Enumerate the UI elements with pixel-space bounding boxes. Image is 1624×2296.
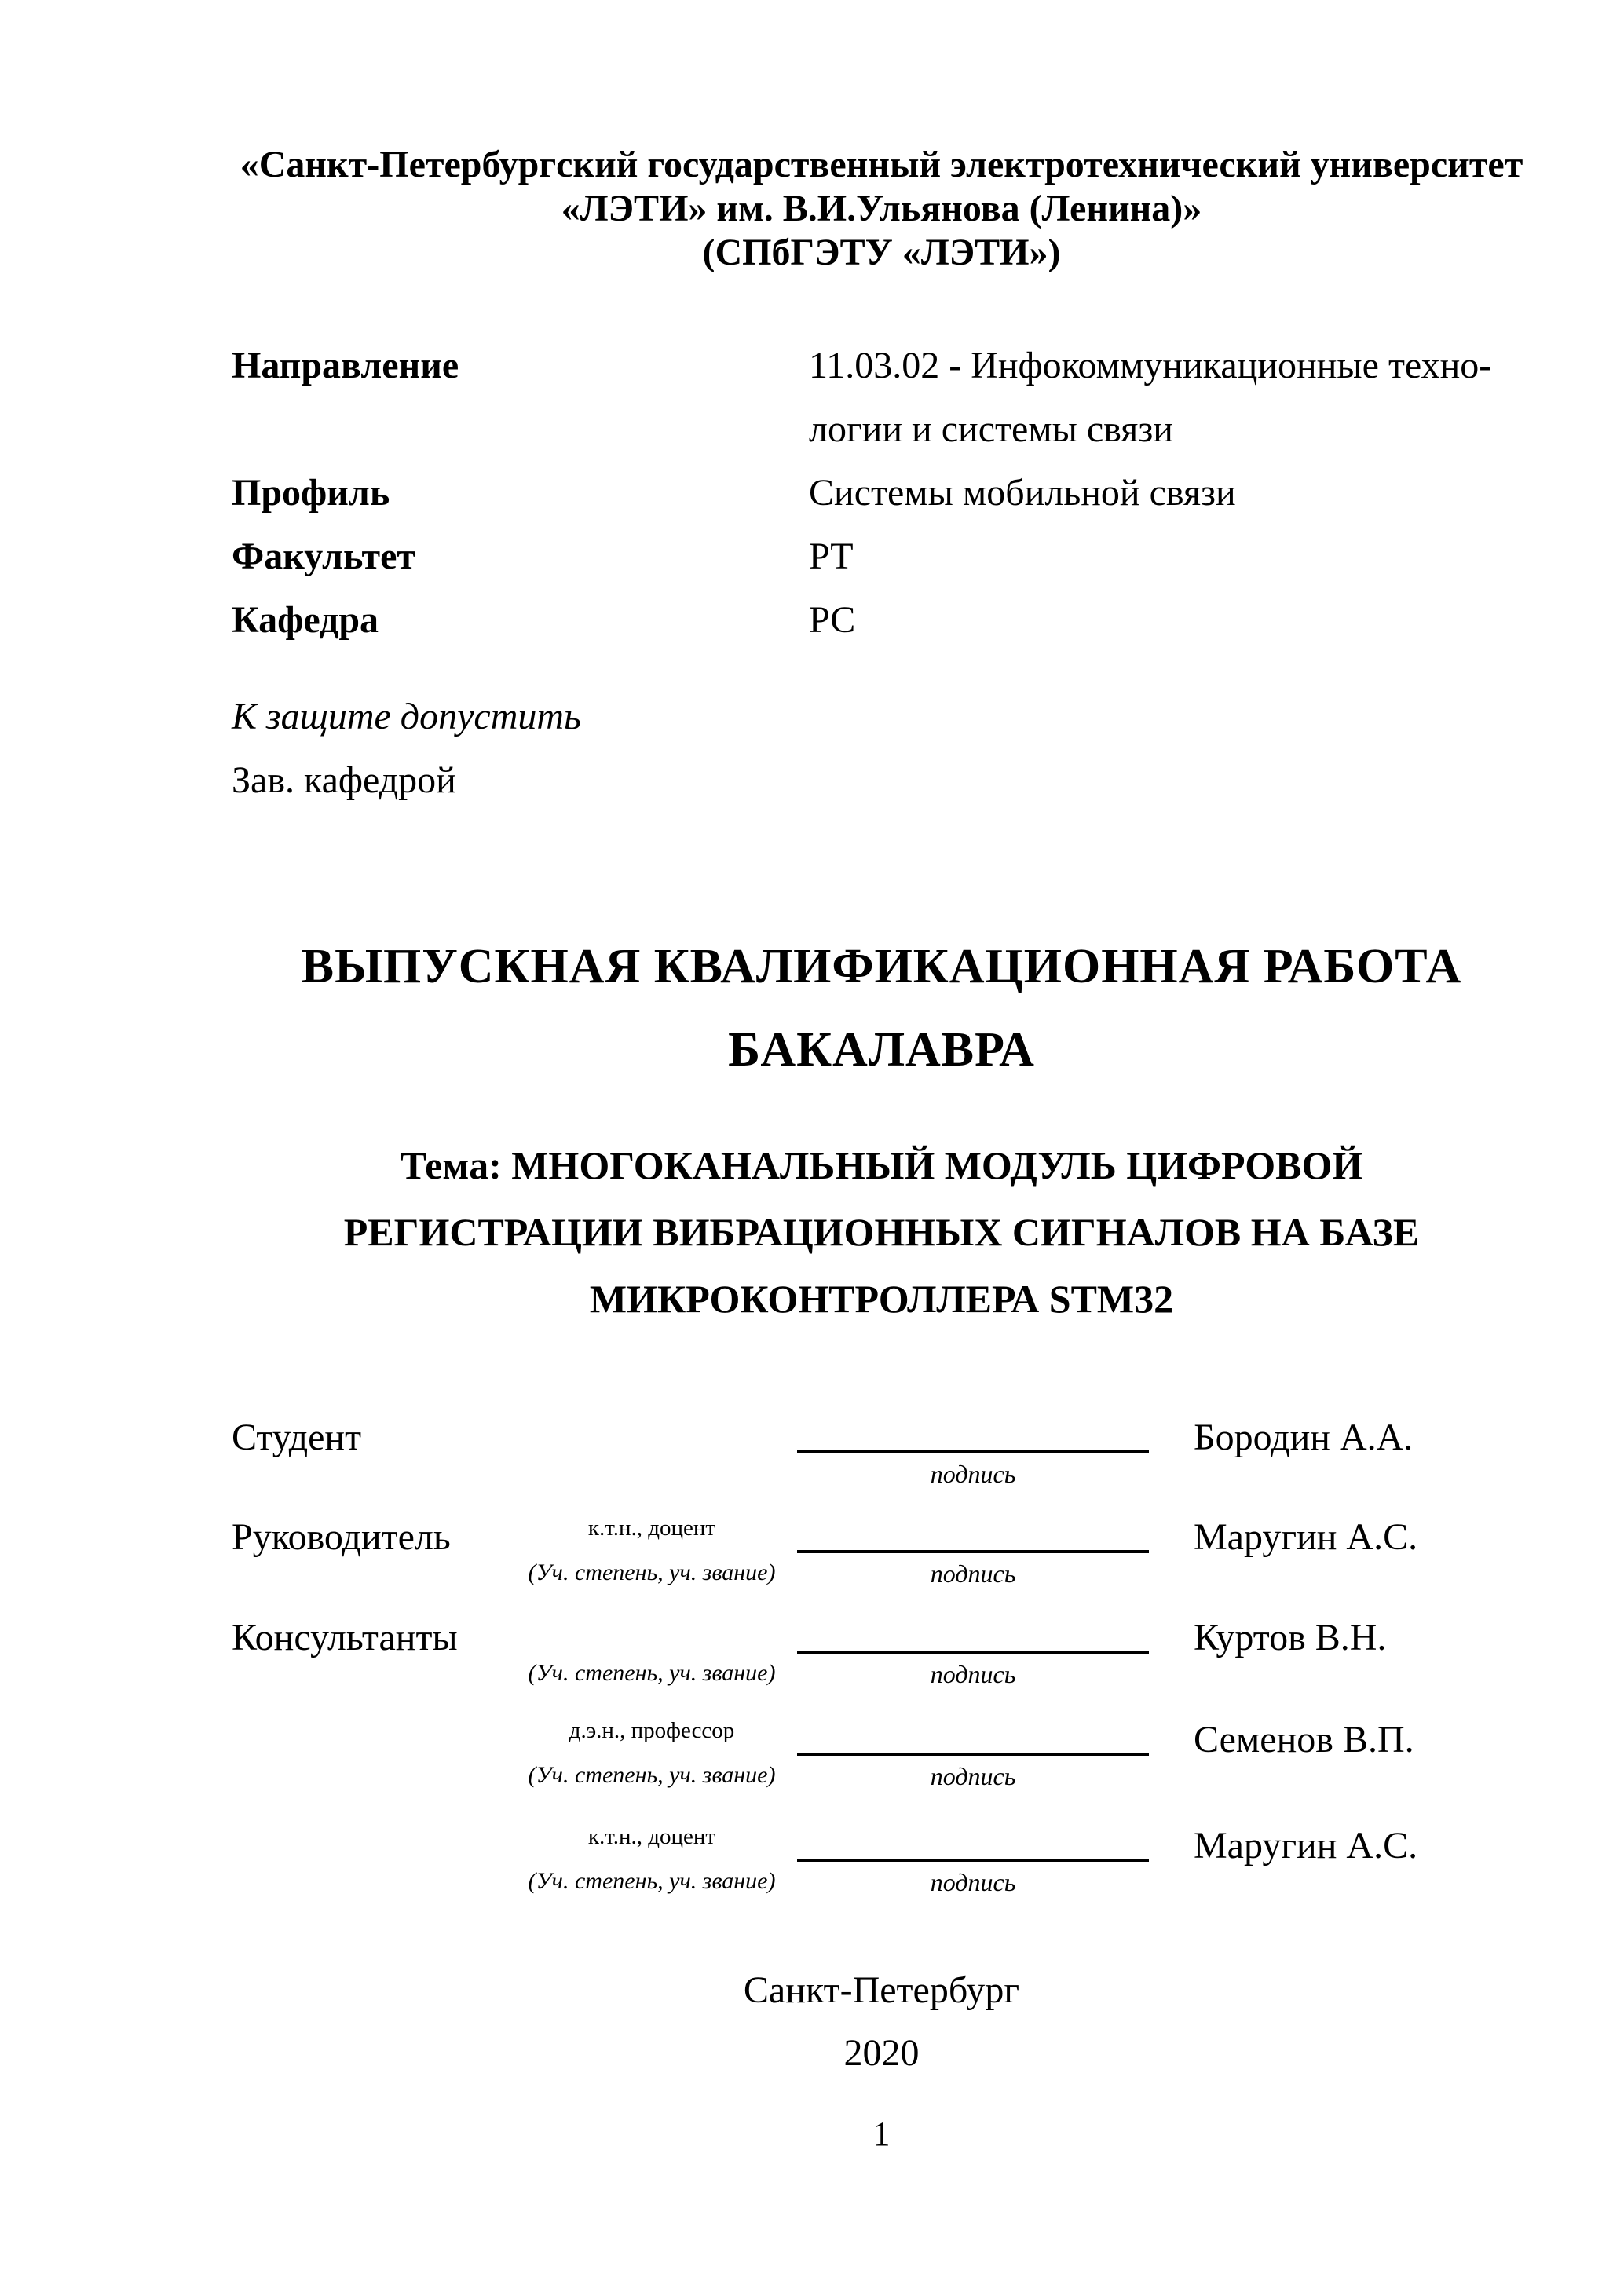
signature-caption: подпись: [930, 1762, 1016, 1790]
signature-row-student: [232, 1409, 1531, 1512]
footer-city: Санкт-Петербург: [743, 1969, 1020, 2011]
degree-caption: (Уч. степень, уч. звание): [528, 1660, 776, 1686]
signature-line: [797, 1450, 1149, 1453]
signature-line: [797, 1753, 1149, 1756]
degree-caption: (Уч. степень, уч. звание): [528, 1762, 776, 1788]
work-title-line-1: ВЫПУСКНАЯ КВАЛИФИКАЦИОННАЯ РАБОТА: [301, 940, 1462, 993]
supervisor-degree: к.т.н., доцент: [587, 1515, 716, 1541]
footer-year: 2020: [843, 2032, 920, 2074]
signature-caption: подпись: [930, 1460, 1016, 1488]
consultant-1-name: Куртов В.Н.: [1194, 1617, 1387, 1658]
work-title: [232, 925, 1531, 1091]
direction-label: Направление: [232, 345, 459, 386]
direction-value-line-1: 11.03.02 - Инфокоммуникационные техно-: [809, 345, 1492, 386]
work-title-line-2: БАКАЛАВРА: [728, 1023, 1035, 1077]
degree-caption: (Уч. степень, уч. звание): [528, 1559, 776, 1585]
direction-value: [809, 334, 1531, 461]
meta-row-profile: [232, 461, 1531, 525]
signature-line: [797, 1651, 1149, 1654]
profile-label: Профиль: [232, 472, 390, 514]
consultant-3-degree: к.т.н., доцент: [587, 1824, 716, 1849]
degree-caption: (Уч. степень, уч. звание): [528, 1868, 776, 1894]
faculty-value: РТ: [809, 536, 854, 577]
consultants-label: Консультанты: [232, 1617, 458, 1658]
signature-line: [797, 1550, 1149, 1553]
student-name: Бородин А.А.: [1194, 1417, 1414, 1458]
meta-row-department: [232, 588, 1531, 652]
consultant-3-name: Маругин А.С.: [1194, 1825, 1418, 1866]
supervisor-label: Руководитель: [232, 1516, 451, 1558]
thesis-theme: [232, 1132, 1531, 1333]
university-header-line-3: (СПбГЭТУ «ЛЭТИ»): [702, 232, 1061, 273]
signature-row-supervisor: [232, 1509, 1531, 1611]
meta-row-direction: [232, 334, 1531, 461]
footer-block: [232, 1959, 1531, 2085]
signature-caption: подпись: [930, 1660, 1016, 1688]
signature-row-consultant-2: [232, 1712, 1531, 1814]
university-header-line-1: «Санкт-Петербургский государственный электротехнический университет: [240, 144, 1523, 185]
thesis-theme-line-2: РЕГИСТРАЦИИ ВИБРАЦИОННЫХ СИГНАЛОВ НА БАЗЕ: [343, 1210, 1420, 1254]
admission-line: К защите допустить: [232, 696, 581, 737]
signature-row-consultant-3: [232, 1818, 1531, 1920]
signature-caption: подпись: [930, 1559, 1016, 1588]
consultant-2-degree: д.э.н., профессор: [569, 1718, 735, 1743]
university-header-line-2: «ЛЭТИ» им. В.И.Ульянова (Ленина)»: [561, 188, 1202, 229]
admission-block: [232, 685, 581, 812]
student-label: Студент: [232, 1417, 362, 1458]
thesis-theme-line-1: Тема: МНОГОКАНАЛЬНЫЙ МОДУЛЬ ЦИФРОВОЙ: [400, 1143, 1363, 1187]
university-header: [232, 143, 1531, 275]
thesis-theme-line-3: МИКРОКОНТРОЛЛЕРА STM32: [589, 1277, 1174, 1321]
direction-value-line-2: логии и системы связи: [809, 408, 1173, 450]
department-label: Кафедра: [232, 599, 379, 641]
head-of-department-line: Зав. кафедрой: [232, 759, 456, 801]
signature-line: [797, 1859, 1149, 1862]
signature-caption: подпись: [930, 1868, 1016, 1896]
meta-row-faculty: [232, 525, 1531, 588]
signature-row-consultant-1: [232, 1610, 1531, 1712]
faculty-label: Факультет: [232, 536, 415, 577]
department-value: РС: [809, 599, 856, 641]
consultant-2-name: Семенов В.П.: [1194, 1719, 1414, 1760]
program-meta-block: [232, 334, 1531, 652]
page-number: 1: [872, 2115, 891, 2153]
profile-value: Системы мобильной связи: [809, 472, 1236, 514]
supervisor-name: Маругин А.С.: [1194, 1516, 1418, 1558]
